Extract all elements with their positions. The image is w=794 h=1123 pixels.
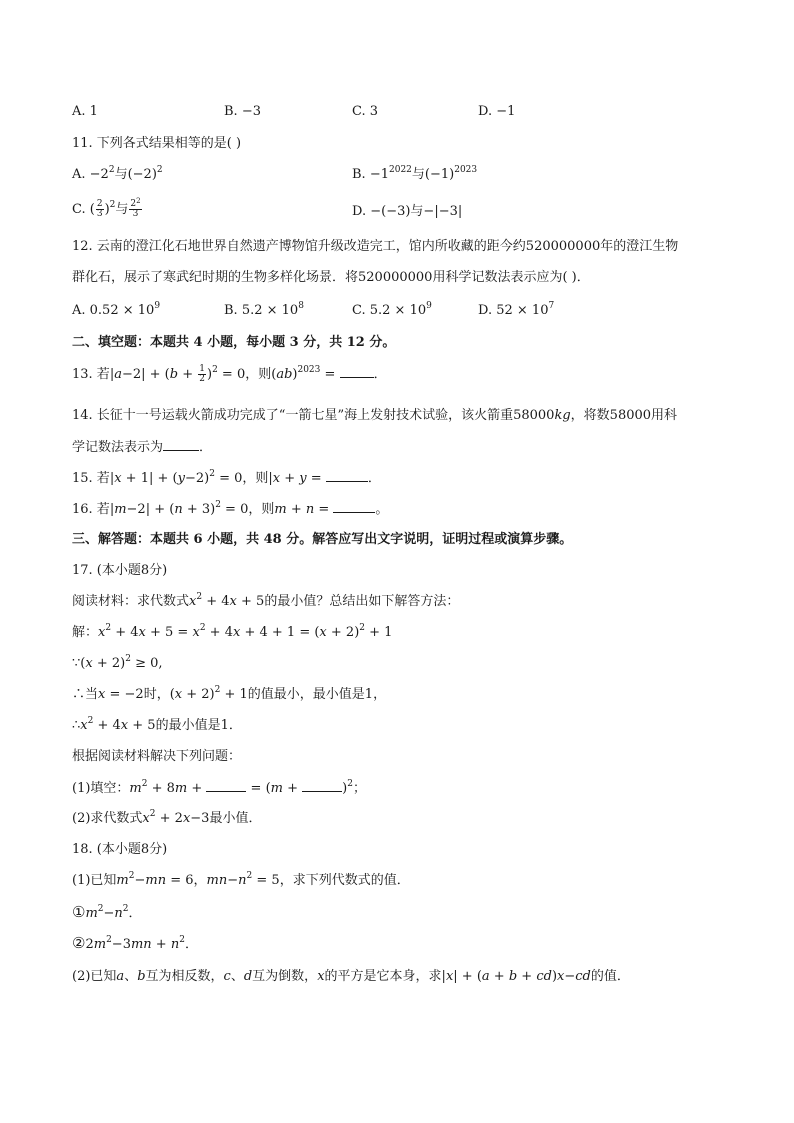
q12-option-b: B. $5.2 \times 10^8$	[224, 301, 304, 318]
q18-heading: 18. (本小题8分)	[72, 842, 168, 857]
q17-reading: 阅读材料：求代数式$x^2 + 4x + 5$的最小值？总结出如下解答方法：	[72, 592, 460, 609]
q11-option-c: C. ( $\frac{2}{3}$ )$^2$与 $\frac{2^2}{3}$	[72, 197, 141, 219]
q13: 13. 若|a−2| + (b + $\frac{1}{2}$ )$^2$ = 0，则(ab)$^{2023}$ = ．	[72, 364, 387, 384]
q18-part-1: (1)已知$m^2-mn = 6$，$mn-n^2 = 5$，求下列代数式的值．	[72, 871, 410, 888]
q17-therefore-1: ∴当x = −2时，$(x + 2)^2 + 1$的值最小，最小值是1，	[72, 685, 387, 702]
q17-part-1: (1)填空：$m^2 + 8m$ + = $(m + )^2$；	[72, 779, 366, 796]
q10-option-d: D. −1	[478, 104, 516, 119]
q17-because: ∵(x + 2)$^2$ ≥ 0,	[72, 654, 163, 671]
q18-part-2: (2)已知a、b互为相反数，c、d互为倒数，x的平方是它本身，求|x| + (a + b + cd)x−cd的值．	[72, 969, 630, 984]
q11-option-a: A. $-2^2$与$(-2)^2$	[72, 165, 163, 182]
q17-instruction: 根据阅读材料解决下列问题：	[72, 749, 242, 764]
q10-option-a: A. 1	[72, 104, 98, 119]
q11-option-d: D. −(−3)与−|−3|	[352, 204, 463, 219]
q17-therefore-2: $\therefore x^2 + 4x + 5$的最小值是1．	[72, 716, 242, 733]
q12-option-c: C. $5.2 \times 10^9$	[352, 301, 432, 318]
q12-option-a: A. $0.52 \times 10^9$	[72, 301, 161, 318]
q12-line-1: 12. 云南的澄江化石地世界自然遗产博物馆升级改造完工，馆内所收藏的距今约520000000年的澄江生物	[72, 239, 679, 254]
q11-option-b: B. $-1^{2022}$与$(-1)^{2023}$	[352, 165, 478, 182]
q14-line-1: 14. 长征十一号运载火箭成功完成了“一箭七星”海上发射技术试验，该火箭重58000kg，将数58000用科	[72, 408, 678, 423]
q17-part-2: (2)求代数式$x^2 + 2x-3$最小值．	[72, 809, 262, 826]
q18-sub-2: $②2m^2-3mn + n^2$．	[72, 934, 198, 952]
q11-stem: 11. 下列各式结果相等的是( )	[72, 136, 242, 151]
section-2-heading: 二、填空题：本题共 4 小题，每小题 3 分，共 12 分。	[72, 335, 396, 350]
q10-option-b: B. −3	[224, 104, 261, 119]
q12-option-d: D. $52 \times 10^7$	[478, 301, 555, 318]
q10-option-c: C. 3	[352, 104, 379, 119]
q12-line-2: 群化石，展示了寒武纪时期的生物多样化场景．将520000000用科学记数法表示应为( )．	[72, 270, 590, 285]
section-3-heading: 三、解答题：本题共 6 小题，共 48 分。解答应写出文字说明，证明过程或演算步骤。	[72, 532, 573, 547]
q16: 16. 若$|m-2| + (n + 3)^2 = 0$，则m + n = 。	[72, 500, 389, 517]
q15: 15. 若$|x + 1| + (y-2)^2 = 0$，则|x + y = ．	[72, 469, 381, 486]
q14-line-2: 学记数法表示为 ．	[72, 440, 213, 455]
q18-sub-1: $①m^2-n^2$．	[72, 903, 142, 921]
q17-solution: 解：$x^2 + 4x + 5 = x^2 + 4x + 4 + 1 = (x + 2)^2 + 1$	[72, 623, 393, 640]
q17-heading: 17. (本小题8分)	[72, 563, 168, 578]
